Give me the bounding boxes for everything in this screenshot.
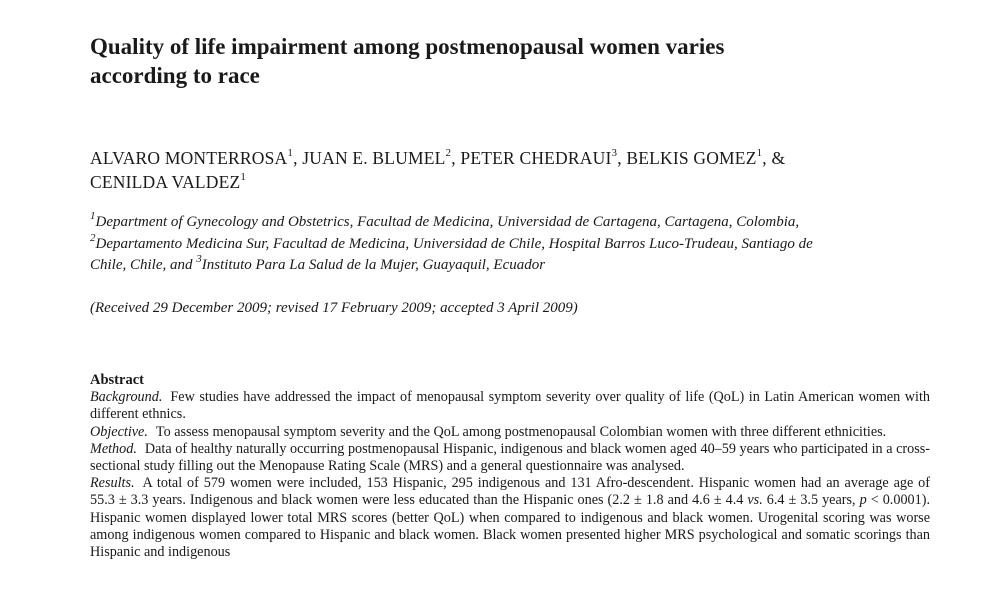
abstract-results-label: Results.: [90, 475, 135, 492]
abstract-results-text: 6.4 ± 3.5 years,: [762, 492, 860, 509]
author-separator: ,: [617, 148, 627, 168]
affiliation-text: Department of Gynecology and Obstetrics, Facultad de Medicina, Universidad de Cartagena, Cartagena, Colombia,: [95, 214, 800, 230]
abstract-method-text: Data of healthy naturally occurring postmenopausal Hispanic, indigenous and black women aged 40–59 years who participated in a cross-sectional study filling out the Menopause Rating Scale (MRS) and a general questionnaire was analysed.: [90, 440, 930, 475]
abstract-results-text: < 0.0001). Hispanic women displayed lower total MRS scores (better QoL) when compared to indigenous and black women. Urogenital scoring was worse among indigenous women compared to Hispanic and black women. Black women presented higher MRS psychological and somatic scorings than Hispanic and indigenous: [90, 492, 930, 561]
author-affiliation-mark: 1: [287, 147, 294, 160]
author-name: JUAN E. BLUMEL: [302, 148, 446, 168]
abstract-results-vs: vs.: [747, 492, 763, 509]
affiliation-text: Departamento Medicina Sur, Facultad de Medicina, Universidad de Chile, Hospital Barros Luco-Trudeau, Santiago de: [95, 235, 813, 252]
author-affiliation-mark: 3: [611, 147, 618, 160]
affiliations: [90, 212, 932, 277]
author-name: PETER CHEDRAUI: [460, 148, 612, 168]
affiliation-text: Instituto Para La Salud de la Mujer, Guayaquil, Ecuador: [201, 257, 546, 273]
abstract-objective: [90, 424, 930, 441]
author-name: ALVARO MONTERROSA: [90, 148, 288, 168]
abstract-background: [90, 389, 930, 423]
title-line-1: Quality of life impairment among postmenopausal women varies: [90, 34, 725, 59]
abstract-results-text: A total of 579 women were included, 153 Hispanic, 295 indigenous and 131 Afro-descendent. Hispanic women had an average age of 55.3 ± 3.3 years. Indigenous and black women were less educated than the Hispanic ones (2.2 ± 1.8 and 4.6 ± 4.4: [90, 475, 930, 509]
affiliation-text: Chile, Chile, and: [90, 257, 197, 273]
affiliation-line-2: [90, 231, 932, 256]
affiliation-mark: 3: [196, 253, 202, 265]
abstract-objective-label: Objective.: [90, 423, 148, 440]
author-name: CENILDA VALDEZ: [90, 172, 241, 192]
abstract-heading: Abstract: [90, 372, 144, 388]
affiliation-line-1: [90, 212, 932, 234]
abstract-method: [90, 441, 930, 475]
abstract-objective-text: To assess menopausal symptom severity and the QoL among postmenopausal Colombian women with three different ethnicities.: [155, 423, 887, 440]
author-separator: ,: [451, 148, 461, 168]
paper-title: [90, 32, 932, 90]
affiliation-mark: 2: [90, 231, 96, 244]
abstract: [90, 372, 930, 561]
received-dates: (Received 29 December 2009; revised 17 February 2009; accepted 3 April 2009): [90, 300, 578, 316]
abstract-results: [90, 475, 930, 561]
author-separator: , &: [762, 148, 786, 168]
abstract-background-text: Few studies have addressed the impact of menopausal symptom severity over quality of life (QoL) in Latin American women with different ethnics.: [90, 389, 930, 423]
abstract-method-label: Method.: [90, 440, 137, 457]
author-affiliation-mark: 1: [240, 171, 247, 184]
author-affiliation-mark: 2: [445, 147, 452, 160]
abstract-background-label: Background.: [90, 389, 163, 406]
author-name: BELKIS GOMEZ: [626, 148, 757, 168]
affiliation-mark: 1: [90, 210, 96, 222]
author-affiliation-mark: 1: [756, 147, 763, 160]
author-separator: ,: [293, 148, 303, 168]
abstract-results-p: p: [859, 492, 867, 509]
title-line-2: according to race: [90, 63, 260, 88]
affiliation-line-3: [90, 255, 932, 277]
author-list: [90, 146, 932, 194]
